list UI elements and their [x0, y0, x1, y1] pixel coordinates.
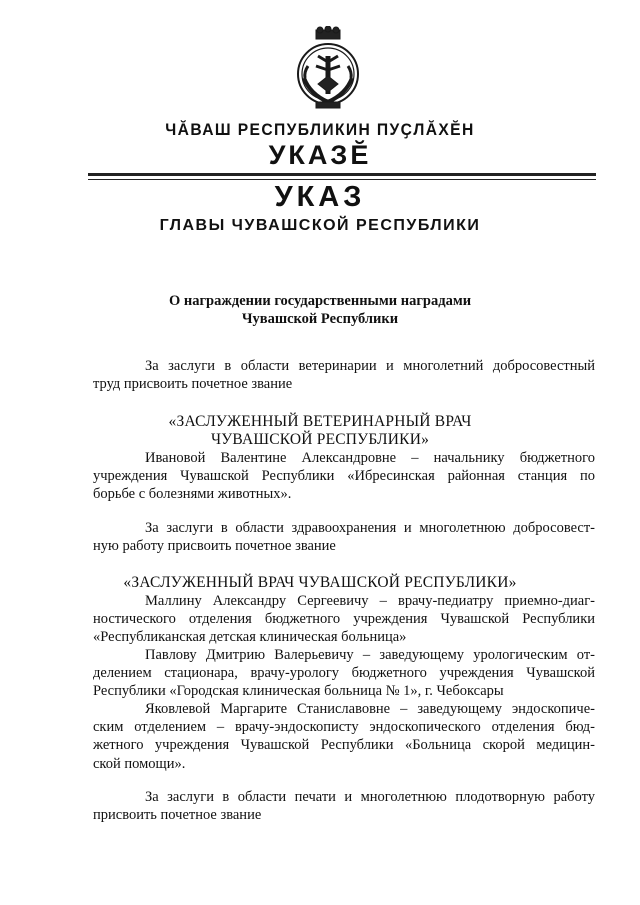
text-line: ской помощи».	[93, 755, 186, 772]
paragraph-healthcare	[93, 519, 595, 555]
subject-line: О награждении государственными наградами	[168, 293, 472, 309]
text-line: жетного учреждения Чувашской Республики «Больница скорой медицин-	[93, 737, 595, 754]
header-divider-thin	[88, 179, 596, 180]
awardee-yakovleva	[93, 700, 595, 773]
chuvash-header-line: ЧĂВАШ РЕСПУБЛИКИН ПУҪЛĂХĔН	[165, 120, 475, 139]
paragraph-veterinary	[93, 357, 595, 393]
title-line: «ЗАСЛУЖЕННЫЙ ВРАЧ ЧУВАШСКОЙ РЕСПУБЛИКИ»	[123, 574, 517, 591]
text-line: Ивановой Валентине Александровне – начальнику бюджетного	[145, 450, 595, 466]
text-line: За заслуги в области здравоохранения и многолетнюю добросовест-	[145, 520, 595, 536]
awardee-pavlov	[93, 646, 595, 701]
chuvash-coat-of-arms-icon	[296, 26, 360, 112]
text-line: Маллину Александру Сергеевичу – врачу-педиатру приемно-диаг-	[145, 593, 595, 609]
text-line: ную работу присвоить почетное звание	[93, 538, 336, 555]
text-line: присвоить почетное звание	[93, 807, 262, 824]
text-line: Республики «Городская клиническая больница № 1», г. Чебоксары	[93, 683, 504, 700]
chuvash-decree-title: УКАЗĔ	[268, 140, 372, 170]
text-line: борьбе с болезнями животных».	[93, 486, 292, 503]
text-line: За заслуги в области печати и многолетнюю плодотворную работу	[145, 789, 595, 805]
header-divider-thick	[88, 173, 596, 176]
text-line: ским отделением – врачу-эндоскописту эндоскопического отделения бюд-	[93, 719, 595, 736]
text-line: Павлову Дмитрию Валерьевичу – заведующему урологическим от-	[145, 647, 595, 663]
text-line: За заслуги в области ветеринарии и многолетний добросовестный	[145, 358, 595, 374]
awardee-ivanova	[93, 449, 595, 504]
text-line: Яковлевой Маргарите Станиславовне – заведующему эндоскопиче-	[145, 701, 595, 717]
title-line: ЧУВАШСКОЙ РЕСПУБЛИКИ»	[210, 431, 430, 448]
subject-line: Чувашской Республики	[241, 311, 399, 327]
text-line: труд присвоить почетное звание	[93, 376, 293, 393]
text-line: учреждения Чувашской Республики «Ибресинская районная станция по	[93, 468, 595, 485]
title-line: «ЗАСЛУЖЕННЫЙ ВЕТЕРИНАРНЫЙ ВРАЧ	[168, 413, 472, 430]
text-line: делением стационара, врачу-урологу бюджетного учреждения Чувашской	[93, 665, 595, 682]
awardee-mallin	[93, 592, 595, 647]
russian-decree-title: УКАЗ	[274, 181, 366, 213]
russian-decree-subtitle: ГЛАВЫ ЧУВАШСКОЙ РЕСПУБЛИКИ	[159, 217, 481, 234]
paragraph-press	[93, 788, 595, 824]
decree-subject	[0, 292, 640, 328]
text-line: «Республиканская детская клиническая больница»	[93, 629, 407, 646]
honorary-title-veterinary	[0, 413, 640, 449]
text-line: ностического отделения бюджетного учреждения Чувашской Республики	[93, 611, 595, 628]
honorary-title-doctor	[0, 574, 640, 592]
